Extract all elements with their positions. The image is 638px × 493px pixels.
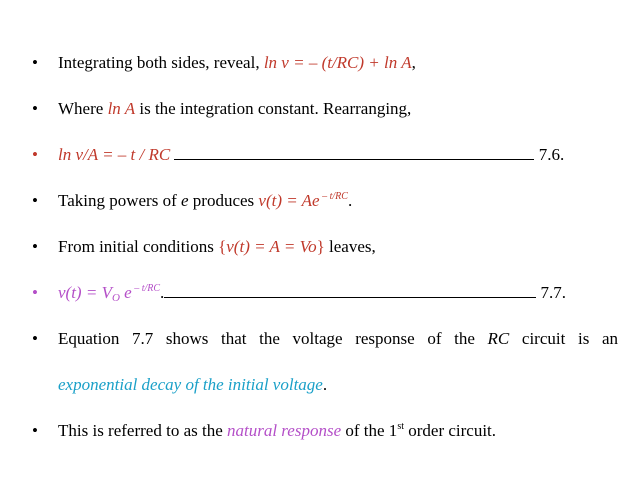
item-text: of the 1 [341,421,398,440]
item-text: This is referred to as the [58,421,227,440]
exponent: – t/RC [131,283,161,294]
item-text-end: . [347,191,353,210]
bullet-marker: • [32,191,38,210]
brace-open: { [218,237,227,256]
item-text: Where [58,99,108,118]
item-text-end: , [411,53,416,72]
item-text-end: circuit is an [509,329,618,348]
exponential-decay-phrase: exponential decay of the initial voltage [58,375,323,394]
period: . [322,375,328,394]
item-text: Integrating both sides, reveal, [58,53,264,72]
brace-close: } [316,237,325,256]
ordinal-superscript: st [397,421,404,432]
term-e: e [180,191,189,210]
bullet-marker: • [32,145,38,164]
equation-number: 7.6. [538,145,565,164]
item-text: From initial conditions [58,237,219,256]
item-text: Equation 7.7 shows that the voltage response of the [58,329,488,348]
item-text-end: leaves, [324,237,376,256]
bullet-marker: • [32,283,38,302]
fill-rule [174,144,534,160]
bullet-marker: • [32,237,38,256]
item-text-end: order circuit. [403,421,497,440]
bullet-marker: • [32,329,38,348]
bullet-marker: • [32,421,38,440]
item-text: Taking powers of [58,191,181,210]
equation-ln-v: ln v = – (t/RC) + ln A [263,53,412,72]
exponent: – t/RC [319,191,348,202]
equation-e: e [119,283,132,302]
equation-v-ae: v(t) = Ae [258,191,320,210]
fill-rule [164,282,536,298]
item-text: produces [188,191,259,210]
initial-condition: v(t) = A = Vo [226,237,317,256]
term-ln-a: ln A [107,99,136,118]
item-text-end: is the integration constant. Rearranging, [135,99,412,118]
equation-7-7: v(t) = V [58,283,112,302]
period: . [160,283,165,302]
bullet-marker: • [32,53,38,72]
equation-7-6: ln v/A = – t / RC [58,145,171,164]
equation-number: 7.7. [540,283,567,302]
bullet-marker: • [32,99,38,118]
subscript-o: O [111,292,120,304]
term-rc: RC [487,329,510,348]
natural-response-phrase: natural response [227,421,342,440]
